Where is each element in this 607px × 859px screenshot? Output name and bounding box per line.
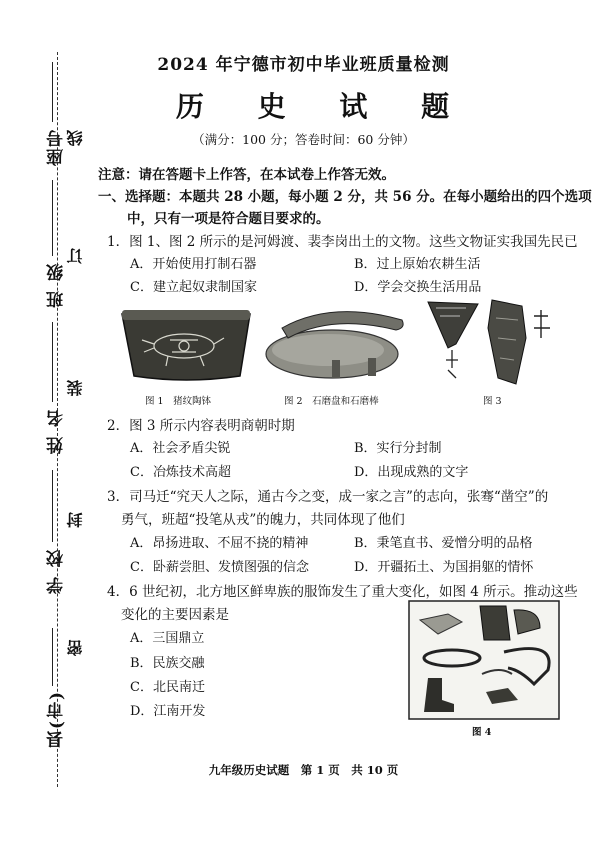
q4-option-c: C．北民南迁 bbox=[130, 680, 205, 695]
q2-option-d: D．出现成熟的文字 bbox=[354, 465, 469, 480]
q2-option-c: C．冶炼技术高超 bbox=[130, 465, 231, 480]
q1-stem: 1．图 1、图 2 所示的是河姆渡、裴李岗出土的文物。这些文物证实我国先民已 bbox=[107, 234, 578, 250]
section1-line2: 中，只有一项是符合题目要求的。 bbox=[127, 211, 330, 227]
q3-option-d: D．开疆拓土、为国捐躯的情怀 bbox=[354, 560, 534, 575]
seal-char-zhuang: 装 bbox=[66, 380, 85, 396]
seal-char-feng: 封 bbox=[66, 512, 85, 528]
q4-option-d: D．江南开发 bbox=[130, 704, 206, 719]
seal-char-xian: 线 bbox=[66, 130, 85, 146]
seat-label: 座号 bbox=[47, 128, 67, 166]
class-label: 班 级 bbox=[47, 262, 67, 308]
q2-stem: 2．图 3 所示内容表明商朝时期 bbox=[107, 418, 295, 434]
q4-stem-line2: 变化的主要因素是 bbox=[121, 607, 229, 623]
score-info: （满分：100 分；答卷时间：60 分钟） bbox=[192, 132, 415, 147]
q2-option-a: A．社会矛盾尖锐 bbox=[130, 441, 231, 456]
pig-bowl-image bbox=[118, 304, 254, 384]
q3-option-c: C．卧薪尝胆、发愤图强的信念 bbox=[130, 560, 309, 575]
seal-char-mi: 密 bbox=[66, 640, 85, 656]
school-label: 学 校 bbox=[47, 548, 67, 594]
q1-option-d: D．学会交换生活用品 bbox=[354, 280, 482, 295]
page-footer: 九年级历史试题 第 1 页 共 10 页 bbox=[208, 763, 399, 777]
subject-title: 历 史 试 题 bbox=[175, 90, 472, 123]
q3-option-b: B．秉笔直书、爱憎分明的品格 bbox=[354, 536, 533, 551]
county-blank bbox=[52, 628, 53, 686]
name-label: 姓 名 bbox=[47, 408, 67, 454]
school-blank bbox=[52, 470, 53, 542]
grinding-stone-image bbox=[262, 300, 412, 386]
fig1-caption: 图 1 猪纹陶钵 bbox=[145, 396, 212, 407]
seal-char-ding: 订 bbox=[66, 248, 85, 264]
q1-option-b: B．过上原始农耕生活 bbox=[354, 257, 481, 272]
q1-option-c: C．建立起奴隶制国家 bbox=[130, 280, 257, 295]
xianbei-clothing-image bbox=[408, 600, 560, 720]
notice: 注意：请在答题卡上作答，在本试卷上作答无效。 bbox=[98, 167, 395, 183]
q3-stem-line2: 勇气，班超“投笔从戎”的魄力，共同体现了他们 bbox=[121, 512, 405, 528]
q4-stem-line1: 4．6 世纪初，北方地区鲜卑族的服饰发生了重大变化，如图 4 所示。推动这些 bbox=[107, 584, 578, 600]
name-blank bbox=[52, 322, 53, 402]
fig2-caption: 图 2 石磨盘和石磨棒 bbox=[284, 396, 379, 407]
section1-line1: 一、选择题：本题共 28 小题，每小题 2 分，共 56 分。在每小题给出的四个选项 bbox=[98, 189, 592, 205]
q3-stem-line1: 3．司马迁“究天人之际，通古今之变，成一家之言”的志向，张骞“凿空”的 bbox=[107, 489, 549, 505]
oracle-bone-image bbox=[426, 298, 558, 390]
q4-option-b: B．民族交融 bbox=[130, 656, 205, 671]
q4-option-a: A．三国鼎立 bbox=[130, 631, 205, 646]
q3-option-a: A．昂扬进取、不屈不挠的精神 bbox=[130, 536, 309, 551]
exam-title: 2024 年宁德市初中毕业班质量检测 bbox=[157, 55, 450, 75]
class-blank bbox=[52, 180, 53, 256]
fig3-caption: 图 3 bbox=[483, 396, 502, 407]
q2-option-b: B．实行分封制 bbox=[354, 441, 442, 456]
county-label: 县(市) bbox=[47, 690, 67, 749]
fig4-caption: 图 4 bbox=[472, 727, 492, 738]
q1-option-a: A．开始使用打制石器 bbox=[130, 257, 257, 272]
